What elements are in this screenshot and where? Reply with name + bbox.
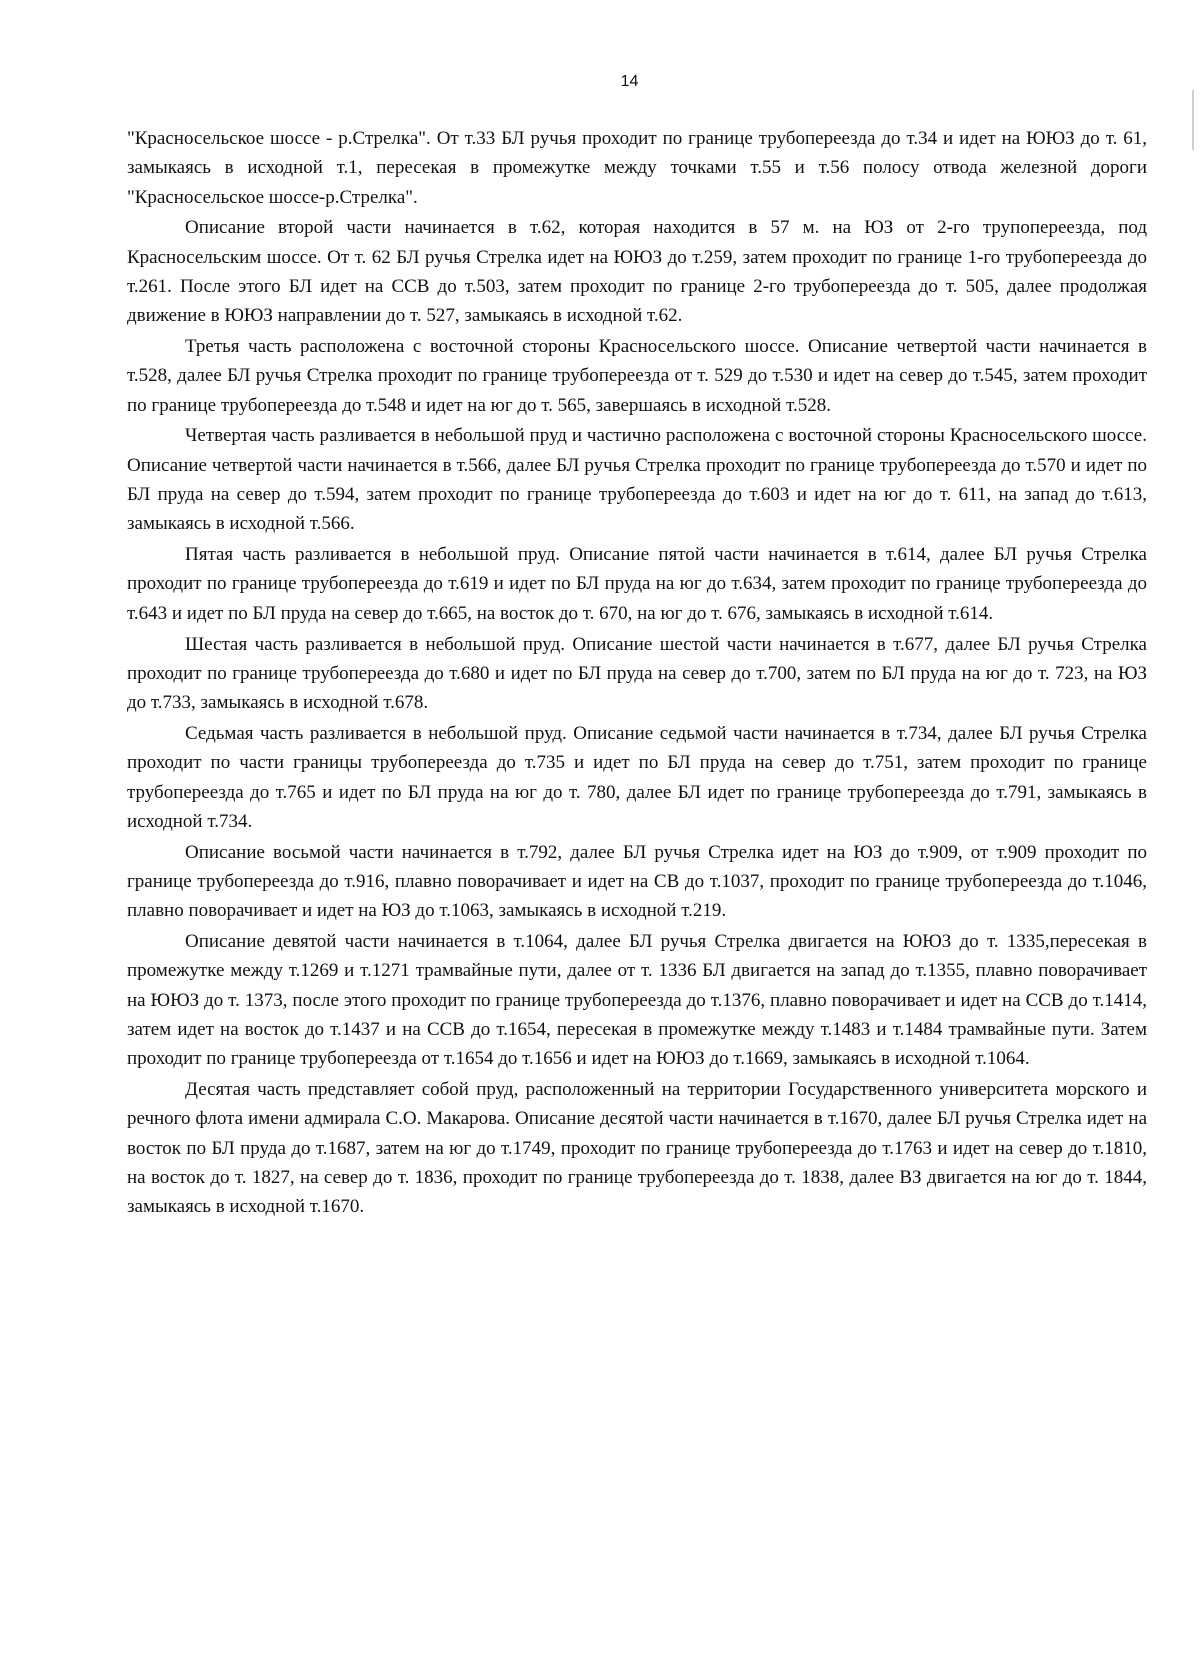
scan-edge-mark [1192, 90, 1194, 150]
document-body [127, 124, 1147, 1223]
paragraph-part-three: Третья часть расположена с восточной стороны Красносельского шоссе. Описание четвертой части начинается в т.528, далее БЛ ручья Стрелка проходит по границе трубопереезда от т. 529 до т.530 и идет на север до т.545, затем проходит по границе трубопереезда до т.548 и идет на юг до т. 565, завершаясь в исходной т.528. [127, 336, 1147, 416]
paragraph-part-five: Пятая часть разливается в небольшой пруд. Описание пятой части начинается в т.614, далее БЛ ручья Стрелка проходит по границе трубопереезда до т.619 и идет по БЛ пруда на юг до т.634, затем проходит по границе трубопереезда до т.643 и идет по БЛ пруда на север до т.665, на восток до т. 670, на юг до т. 676, замыкаясь в исходной т.614. [127, 544, 1147, 624]
paragraph-continuation: "Красносельское шоссе - р.Стрелка". От т.33 БЛ ручья проходит по границе трубопереезда до т.34 и идет на ЮЮЗ до т. 61, замыкаясь в исходной т.1, пересекая в промежутке между точками т.55 и т.56 полосу отвода железной дороги "Красносельское шоссе-р.Стрелка". [127, 128, 1147, 208]
page-number: 14 [620, 73, 639, 90]
paragraph-part-seven: Седьмая часть разливается в небольшой пруд. Описание седьмой части начинается в т.734, далее БЛ ручья Стрелка проходит по части границы трубопереезда до т.735 и идет по БЛ пруда на север до т.751, затем проходит по границе трубопереезда до т.765 и идет по БЛ пруда на юг до т. 780, далее БЛ идет по границе трубопереезда до т.791, замыкаясь в исходной т.734. [127, 722, 1147, 832]
paragraph-part-eight: Описание восьмой части начинается в т.792, далее БЛ ручья Стрелка идет на ЮЗ до т.909, от т.909 проходит по границе трубопереезда до т.916, плавно поворачивает и идет на СВ до т.1037, проходит по границе трубопереезда до т.1046, плавно поворачивает и идет на ЮЗ до т.1063, замыкаясь в исходной т.219. [127, 841, 1147, 922]
paragraph-part-six: Шестая часть разливается в небольшой пруд. Описание шестой части начинается в т.677, далее БЛ ручья Стрелка проходит по границе трубопереезда до т.680 и идет по БЛ пруда на север до т.700, затем по БЛ пруда на юг до т. 723, на ЮЗ до т.733, замыкаясь в исходной т.678. [127, 633, 1147, 714]
paragraph-part-four: Четвертая часть разливается в небольшой пруд и частично расположена с восточной стороны Красносельского шоссе. Описание четвертой части начинается в т.566, далее БЛ ручья Стрелка проходит по границе трубопереезда до т.570 и идет по БЛ пруда на север до т.594, затем проходит по границе трубопереезда до т.603 и идет на юг до т. 611, на запад до т.613, замыкаясь в исходной т.566. [127, 425, 1147, 535]
paragraph-part-ten: Десятая часть представляет собой пруд, расположенный на территории Государственного университета морского и речного флота имени адмирала С.О. Макарова. Описание десятой части начинается в т.1670, далее БЛ ручья Стрелка идет на восток по БЛ пруда до т.1687, затем на юг до т.1749, проходит по границе трубопереезда до т.1763 и идет на север до т.1810, на восток до т. 1827, на север до т. 1836, проходит по границе трубопереезда до т. 1838, далее ВЗ двигается на юг до т. 1844, замыкаясь в исходной т.1670. [127, 1079, 1147, 1218]
paragraph-part-two: Описание второй части начинается в т.62, которая находится в 57 м. на ЮЗ от 2-го трупопереезда, под Красносельским шоссе. От т. 62 БЛ ручья Стрелка идет на ЮЮЗ до т.259, затем проходит по границе 1-го трубопереезда до т.261. После этого БЛ идет на ССВ до т.503, затем проходит по границе 2-го трубопереезда до т. 505, далее продолжая движение в ЮЮЗ направлении до т. 527, замыкаясь в исходной т.62. [127, 217, 1147, 327]
paragraph-part-nine: Описание девятой части начинается в т.1064, далее БЛ ручья Стрелка двигается на ЮЮЗ до т. 1335,пересекая в промежутке между т.1269 и т.1271 трамвайные пути, далее от т. 1336 БЛ двигается на запад до т.1355, плавно поворачивает на ЮЮЗ до т. 1373, после этого проходит по границе трубопереезда до т.1376, плавно поворачивает и идет на ССВ до т.1414, затем идет на восток до т.1437 и на ССВ до т.1654, пересекая в промежутке между т.1483 и т.1484 трамвайные пути. Затем проходит по границе трубопереезда от т.1654 до т.1656 и идет на ЮЮЗ до т.1669, замыкаясь в исходной т.1064. [127, 931, 1147, 1070]
